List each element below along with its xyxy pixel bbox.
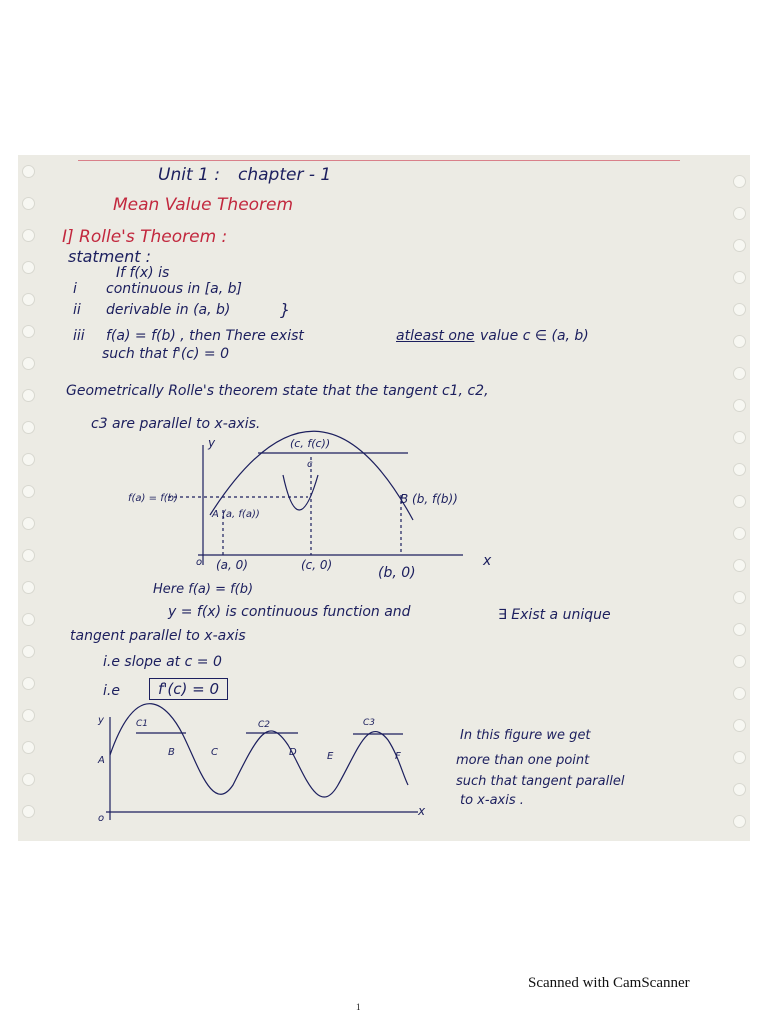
condition-2: derivable in (a, b): [106, 302, 231, 318]
fig2-origin-label: o: [98, 813, 105, 824]
condition-3: f(a) = f(b) , then There exist: [106, 328, 304, 344]
condition-1-marker: i: [73, 281, 77, 297]
fig1-f-eq-label: f(a) = f(b): [128, 493, 178, 504]
fig2-peak-c2: C2: [258, 720, 271, 730]
fig1-x-label: x: [483, 553, 492, 569]
note-line-4: to x-axis .: [460, 793, 524, 808]
rolle-diagram-2: [18, 155, 750, 841]
condition-brace: }: [280, 300, 291, 319]
fig2-y-label: y: [98, 715, 104, 726]
explain-line-4: i.e slope at c = 0: [103, 654, 222, 670]
condition-2-marker: ii: [73, 302, 81, 318]
fig1-a0-label: (a, 0): [216, 558, 248, 572]
fig2-label-b: B: [168, 747, 175, 758]
note-line-2: more than one point: [456, 753, 590, 768]
camscanner-watermark: Scanned with CamScanner: [528, 975, 690, 991]
fig1-origin-label: o: [196, 557, 203, 568]
explain-line-3: tangent parallel to x-axis: [70, 628, 246, 644]
note-line-1: In this figure we get: [460, 728, 591, 743]
section-heading: I] Rolle's Theorem :: [62, 227, 228, 247]
page-number: 1: [356, 1002, 361, 1012]
fig2-label-e: E: [327, 751, 334, 762]
explain-line-2a: y = f(x) is continuous function and: [168, 604, 411, 620]
fig2-peak-c1: C1: [136, 719, 149, 729]
condition-1: continuous in [a, b]: [106, 281, 242, 297]
explain-line-5-prefix: i.e: [103, 683, 120, 699]
fig2-label-c: C: [211, 747, 218, 758]
such-that-line: such that f'(c) = 0: [102, 346, 230, 362]
chapter-label: chapter - 1: [238, 165, 332, 185]
fig1-b0-label: (b, 0): [378, 565, 416, 581]
condition-3-tail: value c ∈ (a, b): [480, 328, 589, 344]
condition-3-marker: iii: [73, 328, 85, 344]
fig1-point-b-label: B (b, f(b)): [400, 492, 458, 506]
explain-line-2b: ∃ Exist a unique: [498, 607, 611, 623]
fig1-c-top-label: (c, f(c)): [290, 437, 331, 450]
notebook-page: [18, 155, 750, 841]
geometric-line-1: Geometrically Rolle's theorem state that the tangent c1, c2,: [66, 383, 489, 399]
fig2-label-f: F: [395, 751, 401, 762]
atleast-one-highlight: atleast one: [396, 328, 475, 344]
fig1-point-a-label: A (a, f(a)): [212, 509, 260, 520]
note-line-3: such that tangent parallel: [456, 774, 625, 789]
fig1-c0-label: (c, 0): [301, 558, 333, 572]
statement-intro: If f(x) is: [116, 265, 170, 281]
statement-label: statment :: [68, 247, 152, 266]
fig1-y-label: y: [208, 436, 216, 450]
fig2-label-d: D: [289, 747, 297, 758]
fig2-label-a: A: [98, 755, 105, 766]
fig2-x-label: x: [418, 804, 426, 818]
fig1-c-point-label: c: [307, 459, 313, 470]
geometric-line-2: c3 are parallel to x-axis.: [91, 416, 261, 432]
unit-label: Unit 1 :: [158, 165, 220, 185]
boxed-result: f'(c) = 0: [149, 678, 228, 700]
explain-line-1: Here f(a) = f(b): [153, 582, 254, 597]
page-title: Mean Value Theorem: [113, 195, 294, 215]
fig2-peak-c3: C3: [363, 718, 376, 728]
